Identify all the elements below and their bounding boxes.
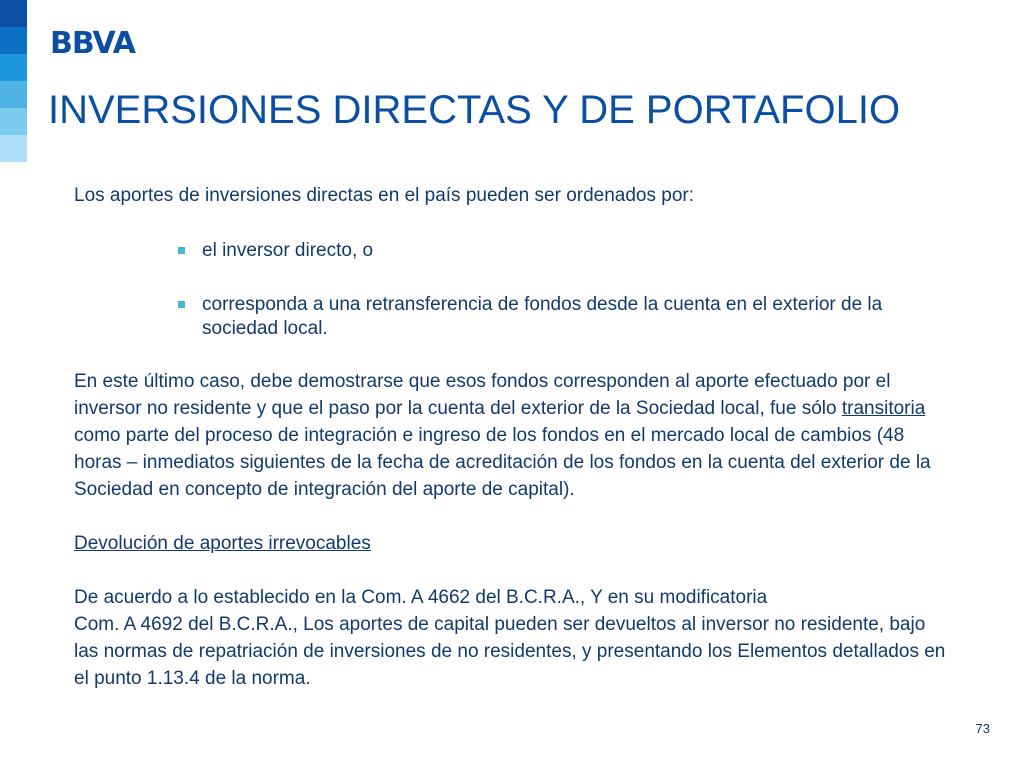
explanation-text-start: En este último caso, debe demostrarse que esos fondos corresponden al aporte efectuado por el inversor no residente y que el paso por la cuenta del exterior de la Sociedad local, fue sólo [74, 371, 891, 419]
slide-body [74, 182, 954, 692]
regulation-paragraph [74, 584, 954, 692]
stripe-4 [0, 81, 27, 108]
section-subheading: Devolución de aportes irrevocables [74, 533, 371, 554]
underlined-term: transitoria [841, 398, 926, 419]
stripe-5 [0, 108, 27, 135]
square-bullet-icon [178, 247, 185, 254]
stripe-3 [0, 54, 27, 81]
stripe-2 [0, 27, 27, 54]
regulation-text: Com. A 4692 del B.C.R.A., Los aportes de capital pueden ser devueltos al inversor no residente, bajo las normas de repatriación de inversiones de no residentes, y presentando los Elementos detallados en el punto 1.13.4 de la norma. [74, 614, 946, 689]
bullet-item [74, 293, 954, 341]
slide-title: INVERSIONES DIRECTAS Y DE PORTAFOLIO [48, 88, 901, 132]
bullet-text: corresponda a una retransferencia de fondos desde la cuenta en el exterior de la sociedad local. [202, 294, 883, 339]
regulation-line-1: De acuerdo a lo establecido en la Com. A 4662 del B.C.R.A., Y en su modificatoria [74, 587, 768, 608]
bullet-text: el inversor directo, o [202, 240, 374, 261]
stripe-1 [0, 0, 27, 27]
bullet-list [74, 239, 954, 341]
explanation-text-end: como parte del proceso de integración e ingreso de los fondos en el mercado local de cambios (48 horas – inmediatos siguientes de la fecha de acreditación de los fondos en la cuenta del exterior de la Sociedad en concepto de integración del aporte de capital). [74, 425, 931, 500]
bullet-item [74, 239, 954, 263]
explanation-paragraph [74, 368, 954, 503]
intro-paragraph: Los aportes de inversiones directas en el país pueden ser ordenados por: [74, 185, 695, 206]
stripe-6 [0, 135, 27, 162]
square-bullet-icon [178, 301, 185, 308]
page-number: 73 [975, 721, 990, 736]
side-stripe-bar [0, 0, 27, 162]
bbva-logo: BBVA [50, 26, 135, 61]
